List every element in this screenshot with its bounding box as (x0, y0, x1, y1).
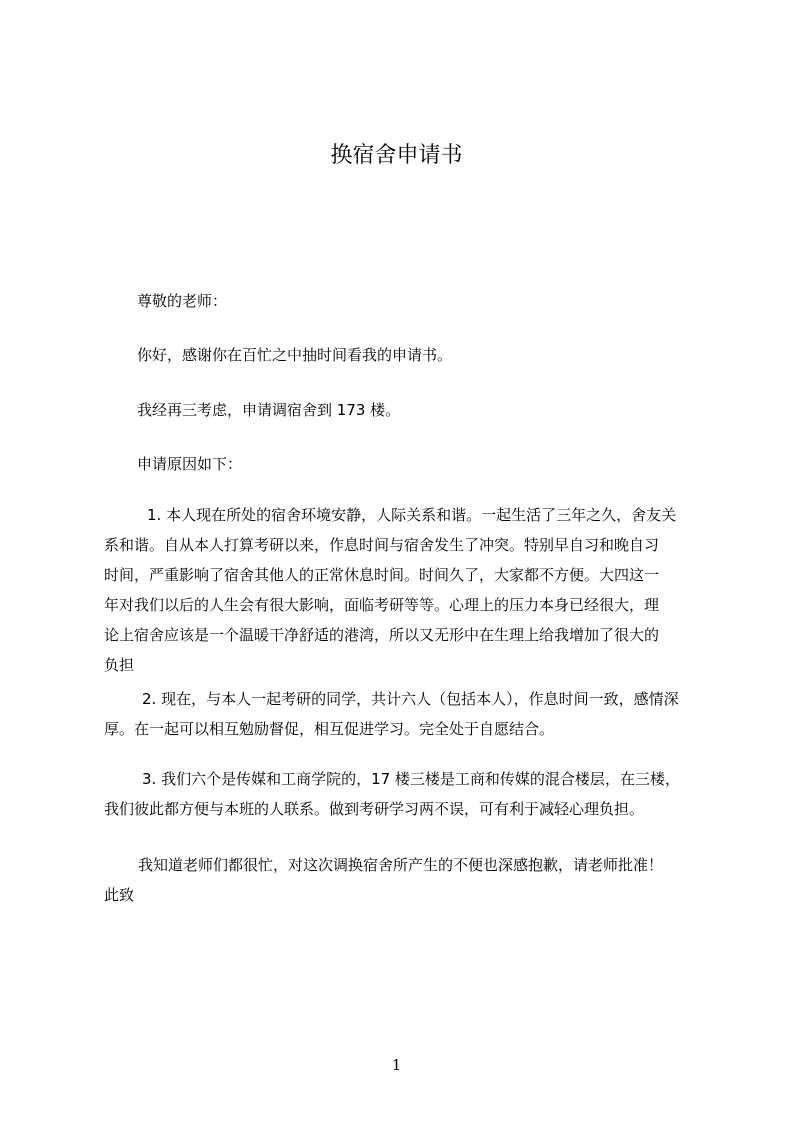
page-number: 1 (391, 1056, 402, 1074)
reason-1-line: 负担 (104, 656, 135, 674)
reason-2-line: 2. 现在，与本人一起考研的同学，共计六人（包括本人），作息时间一致，感情深 (142, 690, 679, 708)
closing-line: 我知道老师们都很忙，对这次调换宿舍所产生的不便也深感抱歉，请老师批准！ (138, 856, 664, 874)
reason-3-paragraph (104, 764, 680, 824)
reason-1-paragraph (104, 500, 676, 680)
request-paragraph: 我经再三考虑，申请调宿舍到 173 楼。 (137, 401, 401, 419)
reason-2-paragraph (104, 684, 679, 744)
reason-1-line: 1. 本人现在所处的宿舍环境安静，人际关系和谐。一起生活了三年之久，舍友关 (147, 506, 677, 524)
document-title: 换宿舍申请书 (330, 143, 463, 168)
salutation: 尊敬的老师： (137, 292, 228, 310)
reason-2-line: 厚。在一起可以相互勉励督促，相互促进学习。完全处于自愿结合。 (104, 720, 555, 738)
reason-3-line: 3. 我们六个是传媒和工商学院的，17 楼三楼是工商和传媒的混合楼层，在三楼， (142, 770, 680, 788)
closing-paragraph (104, 850, 663, 910)
greeting-paragraph: 你好，感谢你在百忙之中抽时间看我的申请书。 (137, 346, 453, 364)
closing-line: 此致 (104, 886, 135, 904)
reason-1-line: 时间，严重影响了宿舍其他人的正常休息时间。时间久了，大家都不方便。大四这一 (104, 566, 660, 584)
reason-3-line: 我们彼此都方便与本班的人联系。做到考研学习两不误，可有利于减轻心理负担。 (104, 800, 645, 818)
reason-1-line: 年对我们以后的人生会有很大影响，面临考研等等。心理上的压力本身已经很大，理 (104, 596, 660, 614)
reason-1-line: 论上宿舍应该是一个温暖干净舒适的港湾，所以又无形中在生理上给我增加了很大的 (104, 626, 660, 644)
reason-1-line: 系和谐。自从本人打算考研以来，作息时间与宿舍发生了冲突。特别早自习和晚自习 (104, 536, 660, 554)
reasons-intro: 申请原因如下： (137, 455, 243, 473)
